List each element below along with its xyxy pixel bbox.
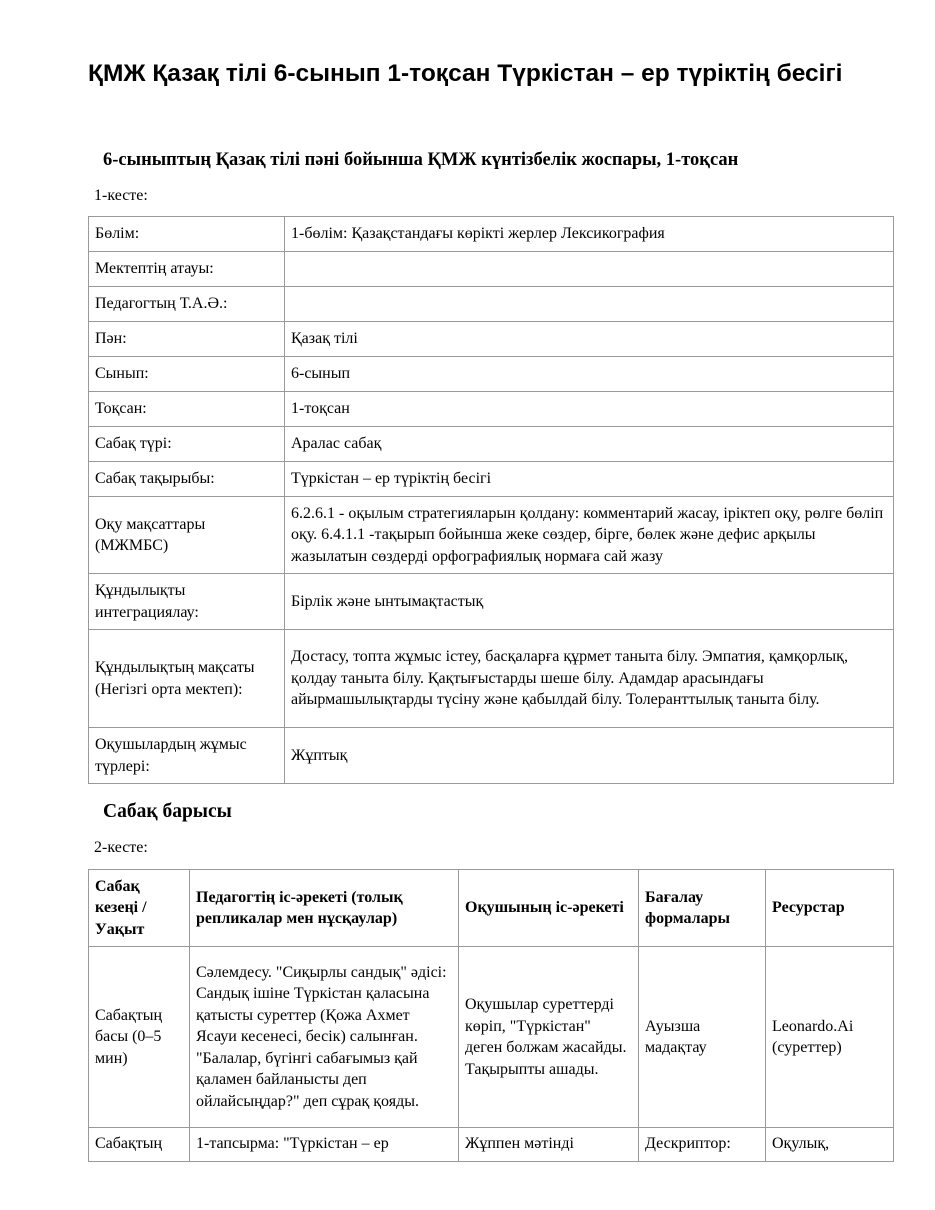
stage-cell: Сабақтың басы (0–5 мин) [89,947,190,1128]
info-row-lesson-type [89,427,894,462]
info-label: Оқушылардың жұмыс түрлері: [89,728,285,784]
info-label: Сынып: [89,357,285,392]
assessment-cell: Дескриптор: [639,1128,766,1162]
column-header-assessment: Бағалау формалары [639,870,766,947]
info-label: Сабақ түрі: [89,427,285,462]
lesson-progress-heading: Сабақ барысы [103,801,232,822]
info-label: Тоқсан: [89,392,285,427]
teacher-activity-cell: 1-тапсырма: "Түркістан – ер [190,1128,459,1162]
table-row [89,947,894,1128]
info-row-value-integration [89,574,894,630]
info-value: 1-тоқсан [285,392,894,427]
info-value: Жұптық [285,728,894,784]
info-label: Пән: [89,322,285,357]
column-header-teacher-activity: Педагогтің іс-әрекеті (толық репликалар мен нұсқаулар) [190,870,459,947]
teacher-activity-cell: Сәлемдесу. "Сиқырлы сандық" әдісі: Сандық ішіне Түркістан қаласына қатысты суреттер (Қожа Ахмет Ясауи кесенесі, бесік) салынған. "Балалар, бүгінгі сабағымыз қай қаламен байланысты деп ойлайсыңдар?" деп сұрақ қояды. [190,947,459,1128]
plan-subtitle: 6-сыныптың Қазақ тілі пәні бойынша ҚМЖ күнтізбелік жоспары, 1-тоқсан [103,150,739,170]
info-value: 6.2.6.1 - оқылым стратегияларын қолдану: комментарий жасау, іріктеп оқу, рөлге бөліп оқу. 6.4.1.1 -тақырып бойынша жеке сөздер, бірге, бөлек және дефис арқылы жазылатын сөздерді орфографиялық нормаға сай жазу [285,497,894,574]
info-value: Бірлік және ынтымақтастық [285,574,894,630]
info-row-grade [89,357,894,392]
resources-cell: Оқулық, [766,1128,894,1162]
info-value: 1-бөлім: Қазақстандағы көрікті жерлер Лексикография [285,217,894,252]
resources-cell: Leonardo.Ai (суреттер) [766,947,894,1128]
stage-cell: Сабақтың [89,1128,190,1162]
info-row-quarter [89,392,894,427]
info-value: Қазақ тілі [285,322,894,357]
document-title: ҚМЖ Қазақ тілі 6-сынып 1-тоқсан Түркістан – ер түріктің бесігі [88,60,843,87]
info-row-section [89,217,894,252]
lesson-info-table [88,216,894,784]
info-value: Достасу, топта жұмыс істеу, басқаларға құрмет таныта білу. Эмпатия, қамқорлық, қолдау таныта білу. Қақтығыстарды шеше білу. Адамдар арасындағы айырмашылықтарды түсіну және қабылдай білу. Толеранттылық таныта білу. [285,630,894,728]
info-row-value-goal [89,630,894,728]
info-label: Мектептің атауы: [89,252,285,287]
info-row-lesson-topic [89,462,894,497]
info-label: Педагогтың Т.А.Ә.: [89,287,285,322]
student-activity-cell: Оқушылар суреттерді көріп, "Түркістан" деген болжам жасайды. Тақырыпты ашады. [459,947,639,1128]
info-value [285,252,894,287]
info-label: Құндылықты интеграциялау: [89,574,285,630]
info-row-school [89,252,894,287]
info-row-teacher [89,287,894,322]
info-value [285,287,894,322]
info-label: Оқу мақсаттары (МЖМБС) [89,497,285,574]
info-label: Құндылықтың мақсаты (Негізгі орта мектеп): [89,630,285,728]
table2-caption: 2-кесте: [94,839,148,856]
table1-caption: 1-кесте: [94,187,148,204]
lesson-progress-table [88,869,894,1162]
info-label: Сабақ тақырыбы: [89,462,285,497]
column-header-resources: Ресурстар [766,870,894,947]
info-value: 6-сынып [285,357,894,392]
info-row-subject [89,322,894,357]
column-header-student-activity: Оқушының іс-әрекеті [459,870,639,947]
info-value: Аралас сабақ [285,427,894,462]
student-activity-cell: Жұппен мәтінді [459,1128,639,1162]
info-value: Түркістан – ер түріктің бесігі [285,462,894,497]
info-row-work-types [89,728,894,784]
assessment-cell: Ауызша мадақтау [639,947,766,1128]
table-row [89,1128,894,1162]
lesson-header-row [89,870,894,947]
info-row-learning-objectives [89,497,894,574]
info-label: Бөлім: [89,217,285,252]
column-header-stage: Сабақ кезеңі / Уақыт [89,870,190,947]
